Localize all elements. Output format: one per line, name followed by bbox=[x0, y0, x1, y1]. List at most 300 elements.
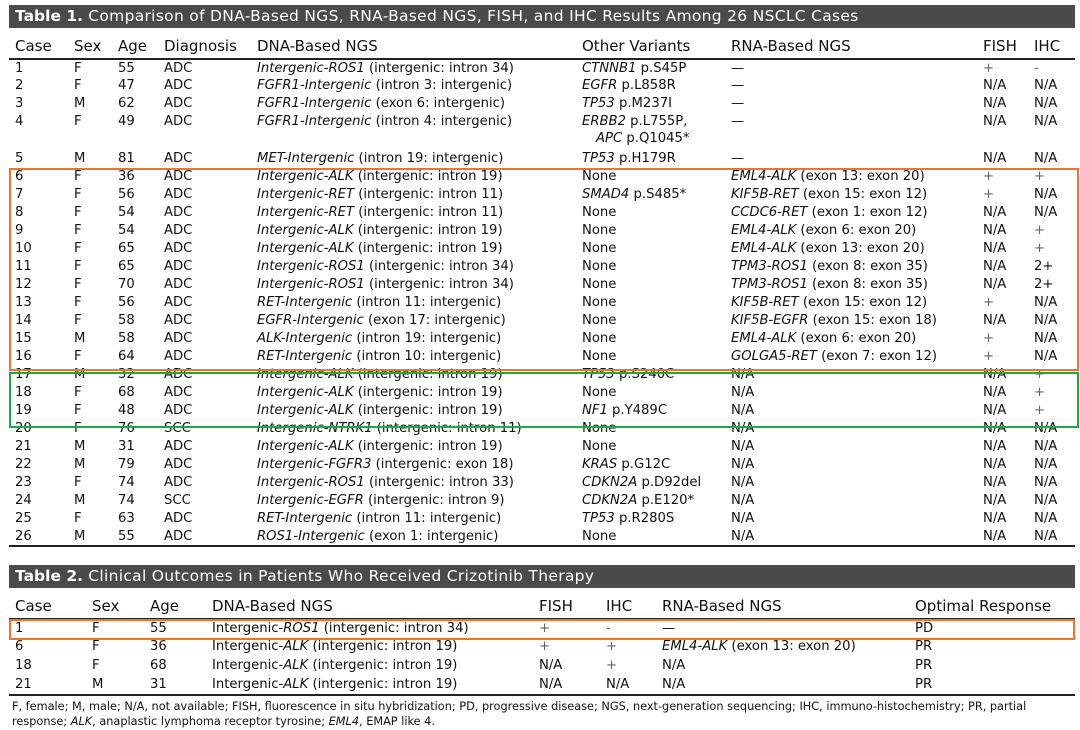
cell-rna-ngs bbox=[725, 222, 977, 240]
dna-gene: Intergenic-EGFR bbox=[257, 493, 364, 508]
rna-gene: KIF5B-EGFR bbox=[731, 313, 809, 328]
cell-sex: M bbox=[74, 331, 86, 346]
variant-line bbox=[582, 492, 725, 509]
cell-case: 8 bbox=[15, 205, 24, 220]
cell-dna-ngs bbox=[206, 676, 533, 695]
table1-header-row bbox=[9, 30, 1075, 59]
table-footnote bbox=[12, 699, 1074, 729]
cell-other-variants bbox=[576, 222, 725, 240]
cell-age: 62 bbox=[118, 96, 135, 111]
dna-detail: (intron 11: intergenic) bbox=[352, 295, 502, 310]
cell-dna-ngs bbox=[251, 474, 576, 492]
cell-ihc: N/A bbox=[1034, 114, 1058, 129]
variant-line bbox=[582, 420, 725, 437]
rna-detail: — bbox=[731, 96, 745, 111]
rna-detail: (exon 8: exon 35) bbox=[807, 277, 928, 292]
cell-case: 6 bbox=[15, 639, 24, 654]
variant-protein: None bbox=[582, 439, 617, 454]
cell-rna-ngs bbox=[725, 402, 977, 420]
cell-ihc: - bbox=[1034, 61, 1039, 76]
cell-sex: F bbox=[74, 475, 82, 490]
footnote-part1: F, female; M, male; N/A, not available; FISH, fluorescence in situ hybridization; PD, progressive disease; NGS, next-generation sequencing; IHC, immuno-histochemistry; PR, partial response; bbox=[12, 700, 1027, 728]
rna-detail: N/A bbox=[731, 367, 755, 382]
variant-protein: p.Y489C bbox=[607, 403, 668, 418]
cell-case: 13 bbox=[15, 295, 32, 310]
cell-diagnosis: ADC bbox=[164, 96, 193, 111]
cell-sex: F bbox=[74, 421, 82, 436]
cell-dna-ngs bbox=[251, 330, 576, 348]
footnote-alk: ALK bbox=[70, 715, 93, 728]
variant-gene: TP53 bbox=[582, 367, 615, 382]
table2-title-number: Table 2. bbox=[15, 567, 84, 585]
dna-gene: ALK-Intergenic bbox=[257, 331, 353, 346]
cell-other-variants bbox=[576, 168, 725, 186]
cell-case: 9 bbox=[15, 223, 24, 238]
cell-rna-ngs bbox=[725, 420, 977, 438]
cell-case: 21 bbox=[15, 439, 32, 454]
rna-detail: N/A bbox=[731, 493, 755, 508]
cell-age: 48 bbox=[118, 403, 135, 418]
dna-detail: (intergenic: intron 34) bbox=[364, 277, 514, 292]
cell-case: 26 bbox=[9, 528, 68, 546]
table1-header-diagnosis: Diagnosis bbox=[158, 30, 251, 59]
cell-case: 2 bbox=[15, 78, 24, 93]
rna-detail: (exon 8: exon 35) bbox=[807, 259, 928, 274]
dna-gene: Intergenic-FGFR3 bbox=[257, 457, 372, 472]
cell-ihc: N/A bbox=[1034, 295, 1058, 310]
table-row bbox=[9, 276, 1075, 294]
cell-other-variants bbox=[576, 438, 725, 456]
cell-case: 3 bbox=[15, 96, 24, 111]
dna-detail: (intergenic: intron 19) bbox=[353, 223, 503, 238]
cell-sex: F bbox=[92, 639, 100, 654]
table1-header-ihc: IHC bbox=[1028, 30, 1075, 59]
table-row bbox=[9, 240, 1075, 258]
cell-age: 31 bbox=[118, 439, 135, 454]
cell-dna-ngs bbox=[251, 258, 576, 276]
cell-rna-ngs bbox=[725, 312, 977, 330]
rna-detail: — bbox=[731, 61, 745, 76]
table-row bbox=[9, 619, 1075, 638]
cell-age: 65 bbox=[118, 241, 135, 256]
cell-fish: N/A bbox=[983, 511, 1007, 526]
cell-diagnosis: ADC bbox=[164, 205, 193, 220]
cell-fish: + bbox=[983, 61, 995, 76]
dna-gene: Intergenic-ALK bbox=[257, 169, 354, 184]
table-row bbox=[9, 402, 1075, 420]
dna-detail: (intergenic: intron 19) bbox=[353, 169, 503, 184]
rna-detail: (exon 1: exon 12) bbox=[807, 205, 928, 220]
variant-line bbox=[582, 366, 725, 383]
cell-ihc: N/A bbox=[1034, 331, 1058, 346]
cell-diagnosis: ADC bbox=[164, 313, 193, 328]
dna-gene: FGFR1-Intergenic bbox=[257, 78, 372, 93]
table2-header-age: Age bbox=[144, 590, 206, 619]
cell-rna-ngs bbox=[656, 619, 909, 638]
variant-line bbox=[582, 168, 725, 185]
cell-dna-ngs bbox=[251, 510, 576, 528]
cell-fish: N/A bbox=[983, 439, 1007, 454]
dna-detail: (intron 19: intergenic) bbox=[352, 331, 502, 346]
variant-protein: None bbox=[582, 205, 617, 220]
table-row bbox=[9, 456, 1075, 474]
table1-header-fish: FISH bbox=[977, 30, 1028, 59]
variant-line bbox=[582, 95, 725, 112]
table-row bbox=[9, 676, 1075, 695]
cell-ihc: N/A bbox=[600, 676, 656, 695]
variant-gene: EGFR bbox=[582, 78, 618, 93]
cell-age: 81 bbox=[118, 151, 135, 166]
cell-other-variants bbox=[576, 366, 725, 384]
cell-dna-ngs bbox=[251, 420, 576, 438]
cell-fish: N/A bbox=[983, 313, 1007, 328]
cell-dna-ngs bbox=[206, 619, 533, 638]
cell-ihc: + bbox=[1034, 403, 1046, 418]
rna-detail: (exon 13: exon 20) bbox=[796, 241, 925, 256]
cell-case: 23 bbox=[15, 475, 32, 490]
cell-case: 11 bbox=[15, 259, 32, 274]
variant-protein: None bbox=[582, 349, 617, 364]
cell-rna-ngs bbox=[725, 186, 977, 204]
variant-protein: p.L858R bbox=[617, 78, 676, 93]
cell-rna-ngs bbox=[725, 294, 977, 312]
footnote-part3: , EMAP like 4. bbox=[359, 715, 435, 728]
dna-gene: Intergenic-RET bbox=[257, 187, 355, 202]
cell-diagnosis: ADC bbox=[164, 169, 193, 184]
dna-detail: (intergenic: intron 19) bbox=[353, 367, 503, 382]
variant-protein: p.R280S bbox=[614, 511, 675, 526]
cell-dna-ngs bbox=[251, 186, 576, 204]
cell-sex: M bbox=[74, 457, 86, 472]
dna-gene: FGFR1-Intergenic bbox=[257, 96, 372, 111]
cell-sex: F bbox=[74, 295, 82, 310]
cell-age: 49 bbox=[118, 114, 135, 129]
cell-age: 68 bbox=[118, 385, 135, 400]
table-row bbox=[9, 312, 1075, 330]
cell-ihc: + bbox=[1034, 385, 1046, 400]
dna-gene: Intergenic-RET bbox=[257, 205, 355, 220]
cell-optimal-response: PR bbox=[915, 639, 933, 654]
dna-detail: (intergenic: intron 9) bbox=[363, 493, 505, 508]
table-row bbox=[9, 186, 1075, 204]
cell-ihc: + bbox=[1034, 367, 1046, 382]
cell-diagnosis: ADC bbox=[158, 528, 251, 546]
cell-sex: F bbox=[74, 78, 82, 93]
cell-fish: + bbox=[539, 639, 551, 654]
table2-body bbox=[9, 619, 1075, 695]
cell-dna-ngs bbox=[251, 240, 576, 258]
table-row bbox=[9, 474, 1075, 492]
cell-ihc: + bbox=[1034, 241, 1046, 256]
rna-detail: (exon 7: exon 12) bbox=[816, 349, 937, 364]
variant-gene: KRAS bbox=[582, 457, 618, 472]
cell-fish: N/A bbox=[983, 277, 1007, 292]
rna-detail: N/A bbox=[731, 511, 755, 526]
cell-diagnosis: ADC bbox=[164, 367, 193, 382]
cell-case: 10 bbox=[15, 241, 32, 256]
cell-ihc: N/A bbox=[1034, 313, 1058, 328]
dna-gene: Intergenic-ROS1 bbox=[257, 277, 365, 292]
dna-gene: Intergenic-ALK bbox=[257, 385, 354, 400]
cell-ihc: N/A bbox=[1034, 187, 1058, 202]
cell-fish: + bbox=[983, 169, 995, 184]
cell-case: 20 bbox=[15, 421, 32, 436]
cell-other-variants bbox=[576, 186, 725, 204]
dna-detail: (intergenic: intron 33) bbox=[364, 475, 514, 490]
variant-gene: TP53 bbox=[582, 151, 615, 166]
dna-gene: ROS1 bbox=[283, 621, 320, 636]
cell-diagnosis: ADC bbox=[164, 331, 193, 346]
variant-protein: p.D92del bbox=[637, 475, 702, 490]
cell-fish: + bbox=[983, 349, 995, 364]
cell-diagnosis: ADC bbox=[164, 439, 193, 454]
variant-line bbox=[582, 204, 725, 221]
table-row bbox=[9, 95, 1075, 113]
variant-protein: p.S485* bbox=[629, 187, 687, 202]
variant-protein: p.Q1045* bbox=[622, 131, 690, 146]
variant-line bbox=[582, 384, 725, 401]
cell-fish: N/A bbox=[983, 457, 1007, 472]
cell-sex: F bbox=[74, 349, 82, 364]
dna-gene: ALK bbox=[283, 677, 309, 692]
table2-header-sex: Sex bbox=[86, 590, 144, 619]
table-row bbox=[9, 222, 1075, 240]
variant-gene: CDKN2A bbox=[582, 493, 638, 508]
rna-detail: (exon 15: exon 12) bbox=[798, 187, 928, 202]
table-row bbox=[9, 366, 1075, 384]
dna-detail: (intergenic: intron 19) bbox=[353, 241, 503, 256]
rna-detail: (exon 6: exon 20) bbox=[796, 331, 917, 346]
cell-optimal-response: PR bbox=[909, 676, 1075, 695]
dna-gene: Intergenic-NTRK1 bbox=[257, 421, 373, 436]
dna-gene: RET-Intergenic bbox=[257, 511, 353, 526]
variant-line bbox=[582, 77, 725, 94]
table-row bbox=[9, 528, 1075, 546]
rna-detail: — bbox=[731, 151, 745, 166]
cell-fish: N/A bbox=[983, 151, 1007, 166]
variant-protein: None bbox=[582, 223, 617, 238]
table2-header-rna-ngs: RNA-Based NGS bbox=[656, 590, 909, 619]
cell-age: 56 bbox=[118, 187, 135, 202]
cell-fish: N/A bbox=[983, 493, 1007, 508]
rna-gene: KIF5B-RET bbox=[731, 187, 799, 202]
cell-age: 47 bbox=[118, 78, 135, 93]
rna-detail: — bbox=[731, 78, 745, 93]
cell-other-variants bbox=[576, 420, 725, 438]
table1-header-dna-ngs: DNA-Based NGS bbox=[251, 30, 576, 59]
dna-gene: ROS1-Intergenic bbox=[257, 529, 365, 544]
cell-dna-ngs bbox=[251, 77, 576, 95]
dna-detail: (intergenic: intron 19) bbox=[308, 658, 458, 673]
variant-protein: None bbox=[582, 529, 617, 544]
cell-sex: F bbox=[74, 114, 82, 129]
cell-dna-ngs bbox=[251, 294, 576, 312]
cell-diagnosis: ADC bbox=[164, 259, 193, 274]
cell-rna-ngs bbox=[725, 258, 977, 276]
rna-detail: N/A bbox=[731, 385, 755, 400]
variant-line bbox=[582, 330, 725, 347]
table2-header-fish: FISH bbox=[533, 590, 600, 619]
table2-header-optimal-response: Optimal Response bbox=[909, 590, 1075, 619]
dna-detail: (intergenic: intron 19) bbox=[308, 677, 458, 692]
rna-detail: N/A bbox=[731, 403, 755, 418]
dna-detail: (intergenic: intron 19) bbox=[353, 439, 503, 454]
variant-protein: p.G12C bbox=[617, 457, 671, 472]
cell-sex: F bbox=[74, 511, 82, 526]
cell-ihc: N/A bbox=[1034, 421, 1058, 436]
cell-fish: N/A bbox=[983, 403, 1007, 418]
dna-detail: (intergenic: intron 11) bbox=[354, 205, 504, 220]
cell-diagnosis: ADC bbox=[164, 187, 193, 202]
cell-dna-ngs bbox=[251, 492, 576, 510]
variant-gene: CTNNB1 bbox=[582, 61, 637, 76]
variant-protein: None bbox=[582, 241, 617, 256]
table1-title-text: Comparison of DNA-Based NGS, RNA-Based NGS, FISH, and IHC Results Among 26 NSCLC Cases bbox=[83, 7, 859, 25]
cell-other-variants bbox=[576, 312, 725, 330]
variant-gene: SMAD4 bbox=[582, 187, 630, 202]
cell-fish: N/A bbox=[983, 114, 1007, 129]
cell-ihc: N/A bbox=[1028, 528, 1075, 546]
table-row bbox=[9, 492, 1075, 510]
cell-ihc: N/A bbox=[1034, 78, 1058, 93]
cell-ihc: + bbox=[606, 639, 618, 654]
variant-line bbox=[582, 528, 725, 545]
cell-sex: M bbox=[74, 439, 86, 454]
cell-case: 4 bbox=[15, 114, 24, 129]
dna-detail: (exon 17: intergenic) bbox=[363, 313, 506, 328]
cell-dna-ngs bbox=[251, 276, 576, 294]
variant-line bbox=[582, 456, 725, 473]
cell-rna-ngs bbox=[725, 95, 977, 113]
cell-other-variants bbox=[576, 258, 725, 276]
rna-detail: N/A bbox=[731, 421, 755, 436]
cell-ihc: N/A bbox=[1034, 511, 1058, 526]
table2-header-case: Case bbox=[9, 590, 86, 619]
variant-gene: APC bbox=[596, 131, 623, 146]
cell-diagnosis: ADC bbox=[164, 511, 193, 526]
rna-gene: EML4-ALK bbox=[731, 241, 797, 256]
cell-other-variants bbox=[576, 384, 725, 402]
table1-title-number: Table 1. bbox=[15, 7, 84, 25]
variant-protein: None bbox=[582, 169, 617, 184]
variant-line bbox=[582, 60, 725, 77]
cell-dna-ngs bbox=[251, 59, 576, 77]
cell-age: 68 bbox=[150, 658, 167, 673]
cell-ihc: N/A bbox=[1034, 96, 1058, 111]
cell-age: 36 bbox=[118, 169, 135, 184]
cell-dna-ngs bbox=[251, 222, 576, 240]
cell-case: 18 bbox=[15, 385, 32, 400]
rna-gene: EML4-ALK bbox=[731, 223, 797, 238]
cell-sex: F bbox=[74, 61, 82, 76]
cell-rna-ngs bbox=[725, 240, 977, 258]
cell-sex: F bbox=[74, 241, 82, 256]
cell-age: 70 bbox=[118, 277, 135, 292]
table-row bbox=[9, 204, 1075, 222]
cell-rna-ngs bbox=[725, 528, 977, 546]
variant-gene: TP53 bbox=[582, 96, 615, 111]
cell-case: 1 bbox=[15, 621, 24, 636]
cell-optimal-response: PD bbox=[915, 621, 934, 636]
variant-protein: None bbox=[582, 421, 617, 436]
rna-gene: CCDC6-RET bbox=[731, 205, 808, 220]
rna-gene: KIF5B-RET bbox=[731, 295, 799, 310]
variant-line bbox=[582, 240, 725, 257]
cell-age: 55 bbox=[150, 621, 167, 636]
dna-gene: Intergenic-ROS1 bbox=[257, 61, 365, 76]
cell-diagnosis: SCC bbox=[164, 493, 191, 508]
cell-rna-ngs bbox=[725, 438, 977, 456]
variant-gene: ERBB2 bbox=[582, 114, 626, 129]
cell-rna-ngs bbox=[725, 168, 977, 186]
variant-line bbox=[582, 312, 725, 329]
cell-sex: F bbox=[74, 313, 82, 328]
cell-case: 24 bbox=[15, 493, 32, 508]
cell-other-variants bbox=[576, 294, 725, 312]
rna-detail: — bbox=[662, 621, 676, 636]
cell-case: 14 bbox=[15, 313, 32, 328]
variant-gene: NF1 bbox=[582, 403, 608, 418]
table2 bbox=[9, 590, 1075, 696]
cell-case: 17 bbox=[15, 367, 32, 382]
dna-gene: Intergenic-ALK bbox=[257, 223, 354, 238]
cell-age: 74 bbox=[118, 493, 135, 508]
cell-age: 76 bbox=[118, 421, 135, 436]
cell-age: 58 bbox=[118, 313, 135, 328]
dna-detail: (intergenic: intron 11) bbox=[372, 421, 522, 436]
cell-case: 18 bbox=[15, 658, 32, 673]
cell-fish: N/A bbox=[983, 385, 1007, 400]
cell-age: 54 bbox=[118, 223, 135, 238]
footnote-eml4: EML4 bbox=[328, 715, 360, 728]
cell-sex: F bbox=[74, 223, 82, 238]
cell-fish: N/A bbox=[983, 205, 1007, 220]
cell-rna-ngs bbox=[725, 384, 977, 402]
dna-detail: (intergenic: intron 19) bbox=[308, 639, 458, 654]
cell-dna-ngs bbox=[251, 113, 576, 150]
cell-other-variants bbox=[576, 348, 725, 366]
table-row bbox=[9, 510, 1075, 528]
cell-dna-ngs bbox=[206, 657, 533, 676]
rna-detail: N/A bbox=[731, 475, 755, 490]
dna-detail: (intron 19: intergenic) bbox=[354, 151, 504, 166]
cell-fish: + bbox=[983, 331, 995, 346]
cell-fish: N/A bbox=[977, 528, 1028, 546]
cell-rna-ngs bbox=[656, 638, 909, 657]
dna-detail: (intergenic: intron 34) bbox=[364, 61, 514, 76]
dna-prefix: Intergenic- bbox=[212, 639, 284, 654]
cell-dna-ngs bbox=[251, 348, 576, 366]
variant-line bbox=[582, 348, 725, 365]
cell-sex: F bbox=[74, 403, 82, 418]
cell-rna-ngs bbox=[725, 330, 977, 348]
cell-rna-ngs bbox=[656, 657, 909, 676]
footnote-part2: , anaplastic lymphoma receptor tyrosine; bbox=[92, 715, 329, 728]
cell-age: 32 bbox=[118, 367, 135, 382]
cell-sex: M bbox=[74, 151, 86, 166]
cell-sex: M bbox=[74, 493, 86, 508]
variant-protein: None bbox=[582, 259, 617, 274]
cell-sex: M bbox=[74, 367, 86, 382]
table-row bbox=[9, 348, 1075, 366]
cell-other-variants bbox=[576, 150, 725, 168]
cell-dna-ngs bbox=[251, 150, 576, 168]
cell-diagnosis: ADC bbox=[164, 475, 193, 490]
rna-detail: (exon 13: exon 20) bbox=[796, 169, 925, 184]
cell-case: 1 bbox=[15, 61, 24, 76]
variant-protein: p.L755P, bbox=[625, 114, 688, 129]
cell-sex: F bbox=[74, 169, 82, 184]
